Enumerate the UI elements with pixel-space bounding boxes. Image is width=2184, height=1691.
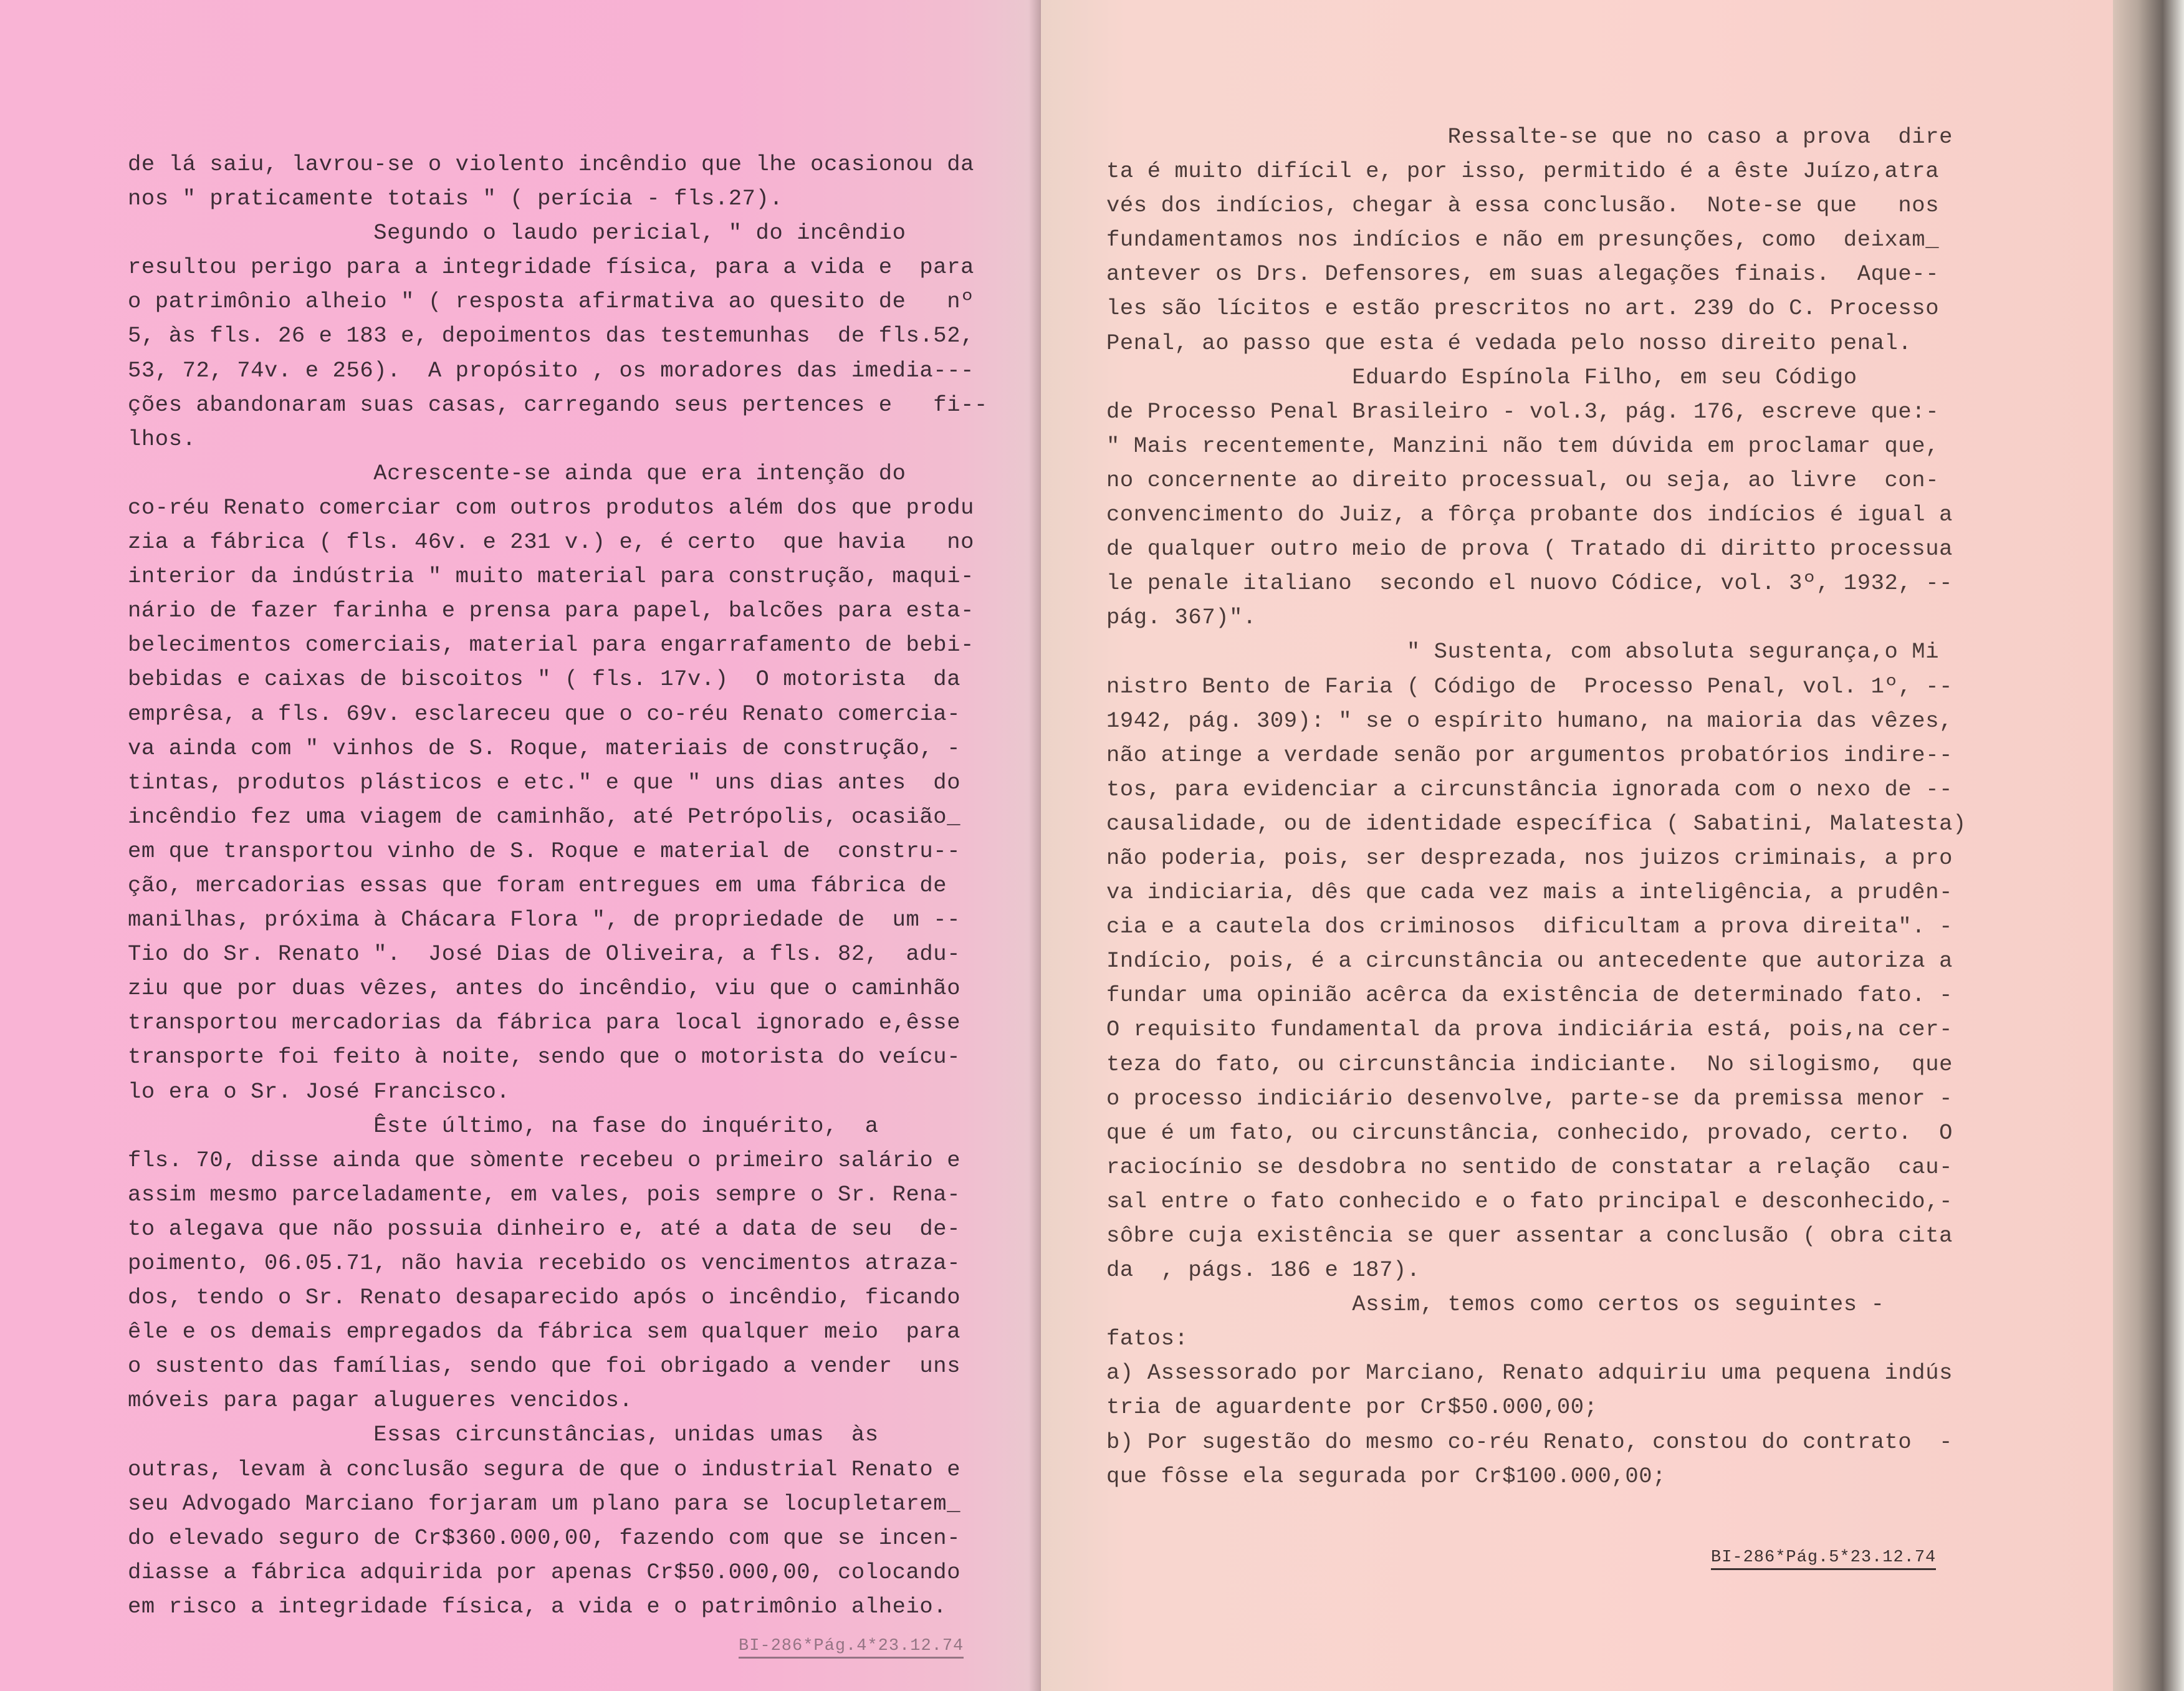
text-line: causalidade, ou de identidade específica ( Sabatini, Malatesta): [1106, 810, 1966, 836]
text-line: nário de fazer farinha e prensa para papel, balcões para esta-: [128, 598, 975, 624]
text-line: de Processo Penal Brasileiro - vol.3, pág. 176, escreve que:-: [1106, 398, 1940, 424]
right-page-text: [1106, 120, 1966, 1493]
text-line: bebidas e caixas de biscoitos " ( fls. 17v.) O motorista da: [128, 666, 961, 692]
text-line: transporte foi feito à noite, sendo que o motorista do veícu-: [128, 1044, 961, 1070]
text-line: de qualquer outro meio de prova ( Tratado di diritto processua: [1106, 536, 1953, 562]
text-line: ziu que por duas vêzes, antes do incêndio, viu que o caminhão: [128, 975, 961, 1002]
text-line: zia a fábrica ( fls. 46v. e 231 v.) e, é certo que havia no: [128, 529, 975, 555]
text-line: fls. 70, disse ainda que sòmente recebeu o primeiro salário e: [128, 1147, 961, 1173]
text-line: co-réu Renato comerciar com outros produtos além dos que produ: [128, 494, 975, 520]
text-line: fundamentamos nos indícios e não em presunções, como deixam_: [1106, 227, 1940, 253]
text-line: cia e a cautela dos criminosos dificultam a prova direita". -: [1106, 914, 1953, 940]
text-line: a) Assessorado por Marciano, Renato adquiriu uma pequena indús: [1106, 1360, 1953, 1386]
text-line: assim mesmo parceladamente, em vales, pois sempre o Sr. Rena-: [128, 1181, 961, 1207]
right-page-footer: BI-286*Pág.5*23.12.74: [1711, 1548, 1936, 1570]
text-line: Indício, pois, é a circunstância ou antecedente que autoriza a: [1106, 948, 1953, 974]
left-page-footer: BI-286*Pág.4*23.12.74: [739, 1637, 964, 1659]
text-line: fatos:: [1106, 1326, 1189, 1352]
text-line: sal entre o fato conhecido e o fato principal e desconhecido,-: [1106, 1188, 1953, 1214]
text-line: o sustento das famílias, sendo que foi obrigado a vender uns: [128, 1353, 961, 1379]
text-line: poimento, 06.05.71, não havia recebido os vencimentos atraza-: [128, 1250, 961, 1276]
text-line: " Mais recentemente, Manzini não tem dúvida em proclamar que,: [1106, 433, 1940, 459]
text-line: o processo indiciário desenvolve, parte-se da premissa menor -: [1106, 1085, 1953, 1111]
text-line: seu Advogado Marciano forjaram um plano para se locupletarem_: [128, 1490, 961, 1516]
text-line: Segundo o laudo pericial, " do incêndio: [128, 220, 906, 246]
text-line: ção, mercadorias essas que foram entregues em uma fábrica de: [128, 872, 947, 898]
text-line: interior da indústria " muito material para construção, maqui-: [128, 563, 975, 590]
text-line: Penal, ao passo que esta é vedada pelo nosso direito penal.: [1106, 330, 1912, 356]
text-line: tos, para evidenciar a circunstância ignorada com o nexo de --: [1106, 776, 1953, 802]
text-line: Essas circunstâncias, unidas umas às: [128, 1422, 879, 1448]
text-line: Ressalte-se que no caso a prova dire: [1106, 124, 1953, 150]
left-page-text: [128, 147, 988, 1624]
text-line: tria de aguardente por Cr$50.000,00;: [1106, 1394, 1598, 1420]
scan-right-edge: [2113, 0, 2184, 1691]
text-line: em risco a integridade física, a vida e o patrimônio alheio.: [128, 1593, 947, 1619]
text-line: ta é muito difícil e, por isso, permitido é a êste Juízo,atra: [1106, 158, 1940, 184]
text-line: da , págs. 186 e 187).: [1106, 1257, 1420, 1283]
text-line: fundar uma opinião acêrca da existência de determinado fato. -: [1106, 982, 1953, 1008]
text-line: raciocínio se desdobra no sentido de constatar a relação cau-: [1106, 1154, 1953, 1180]
text-line: lo era o Sr. José Francisco.: [128, 1078, 510, 1104]
text-line: não poderia, pois, ser desprezada, nos juizos criminais, a pro: [1106, 845, 1953, 871]
text-line: o patrimônio alheio " ( resposta afirmativa ao quesito de nº: [128, 289, 975, 315]
text-line: va indiciaria, dês que cada vez mais a inteligência, a prudên-: [1106, 879, 1953, 906]
text-line: dos, tendo o Sr. Renato desaparecido após o incêndio, ficando: [128, 1285, 961, 1311]
text-line: tintas, produtos plásticos e etc." e que " uns dias antes do: [128, 769, 961, 795]
text-line: vés dos indícios, chegar à essa conclusão. Note-se que nos: [1106, 193, 1940, 219]
text-line: no concernente ao direito processual, ou seja, ao livre con-: [1106, 467, 1940, 493]
text-line: Tio do Sr. Renato ". José Dias de Oliveira, a fls. 82, adu-: [128, 941, 961, 967]
text-line: teza do fato, ou circunstância indiciante. No silogismo, que: [1106, 1051, 1953, 1077]
text-line: to alegava que não possuia dinheiro e, até a data de seu de-: [128, 1215, 961, 1242]
text-line: manilhas, próxima à Chácara Flora ", de propriedade de um --: [128, 907, 961, 933]
right-page: [1041, 0, 2113, 1691]
text-line: 53, 72, 74v. e 256). A propósito , os moradores das imedia---: [128, 357, 975, 383]
text-line: lhos.: [128, 426, 196, 452]
text-line: " Sustenta, com absoluta segurança,o Mi: [1106, 639, 1940, 665]
text-line: êle e os demais empregados da fábrica sem qualquer meio para: [128, 1319, 961, 1345]
text-line: O requisito fundamental da prova indiciária está, pois,na cer-: [1106, 1017, 1953, 1043]
text-line: pág. 367)".: [1106, 605, 1257, 631]
text-line: 5, às fls. 26 e 183 e, depoimentos das testemunhas de fls.52,: [128, 323, 975, 349]
text-line: Eduardo Espínola Filho, em seu Código: [1106, 364, 1857, 390]
text-line: móveis para pagar alugueres vencidos.: [128, 1387, 633, 1414]
text-line: do elevado seguro de Cr$360.000,00, fazendo com que se incen-: [128, 1525, 961, 1551]
text-line: antever os Drs. Defensores, em suas alegações finais. Aque--: [1106, 261, 1940, 287]
text-line: que fôsse ela segurada por Cr$100.000,00;: [1106, 1463, 1667, 1489]
text-line: transportou mercadorias da fábrica para local ignorado e,êsse: [128, 1010, 961, 1036]
text-line: nos " praticamente totais " ( perícia - fls.27).: [128, 186, 783, 212]
text-line: incêndio fez uma viagem de caminhão, até Petrópolis, ocasião_: [128, 803, 961, 830]
text-line: diasse a fábrica adquirida por apenas Cr$50.000,00, colocando: [128, 1559, 961, 1585]
text-line: le penale italiano secondo el nuovo Códice, vol. 3º, 1932, --: [1106, 570, 1953, 596]
text-line: belecimentos comerciais, material para engarrafamento de bebi-: [128, 632, 975, 658]
text-line: convencimento do Juiz, a fôrça probante dos indícios é igual a: [1106, 502, 1953, 528]
text-line: sôbre cuja existência se quer assentar a conclusão ( obra cita: [1106, 1223, 1953, 1248]
text-line: b) Por sugestão do mesmo co-réu Renato, constou do contrato -: [1106, 1429, 1953, 1455]
text-line: Acrescente-se ainda que era intenção do: [128, 460, 906, 486]
text-line: les são lícitos e estão prescritos no art. 239 do C. Processo: [1106, 295, 1940, 322]
left-page: [0, 0, 1041, 1691]
text-line: Assim, temos como certos os seguintes -: [1106, 1291, 1885, 1318]
text-line: va ainda com " vinhos de S. Roque, materiais de construção, -: [128, 735, 961, 761]
text-line: de lá saiu, lavrou-se o violento incêndio que lhe ocasionou da: [128, 151, 975, 177]
text-line: em que transportou vinho de S. Roque e material de constru--: [128, 838, 961, 864]
text-line: ções abandonaram suas casas, carregando seus pertences e fi--: [128, 391, 988, 418]
text-line: 1942, pág. 309): " se o espírito humano, na maioria das vêzes,: [1106, 707, 1953, 734]
text-line: outras, levam à conclusão segura de que o industrial Renato e: [128, 1456, 961, 1482]
text-line: não atinge a verdade senão por argumentos probatórios indire--: [1106, 742, 1953, 768]
text-line: resultou perigo para a integridade física, para a vida e para: [128, 254, 975, 280]
text-line: Êste último, na fase do inquérito, a: [128, 1113, 879, 1139]
text-line: nistro Bento de Faria ( Código de Processo Penal, vol. 1º, --: [1106, 673, 1953, 699]
text-line: emprêsa, a fls. 69v. esclareceu que o co-réu Renato comercia-: [128, 701, 961, 727]
text-line: que é um fato, ou circunstância, conhecido, provado, certo. O: [1106, 1119, 1953, 1146]
